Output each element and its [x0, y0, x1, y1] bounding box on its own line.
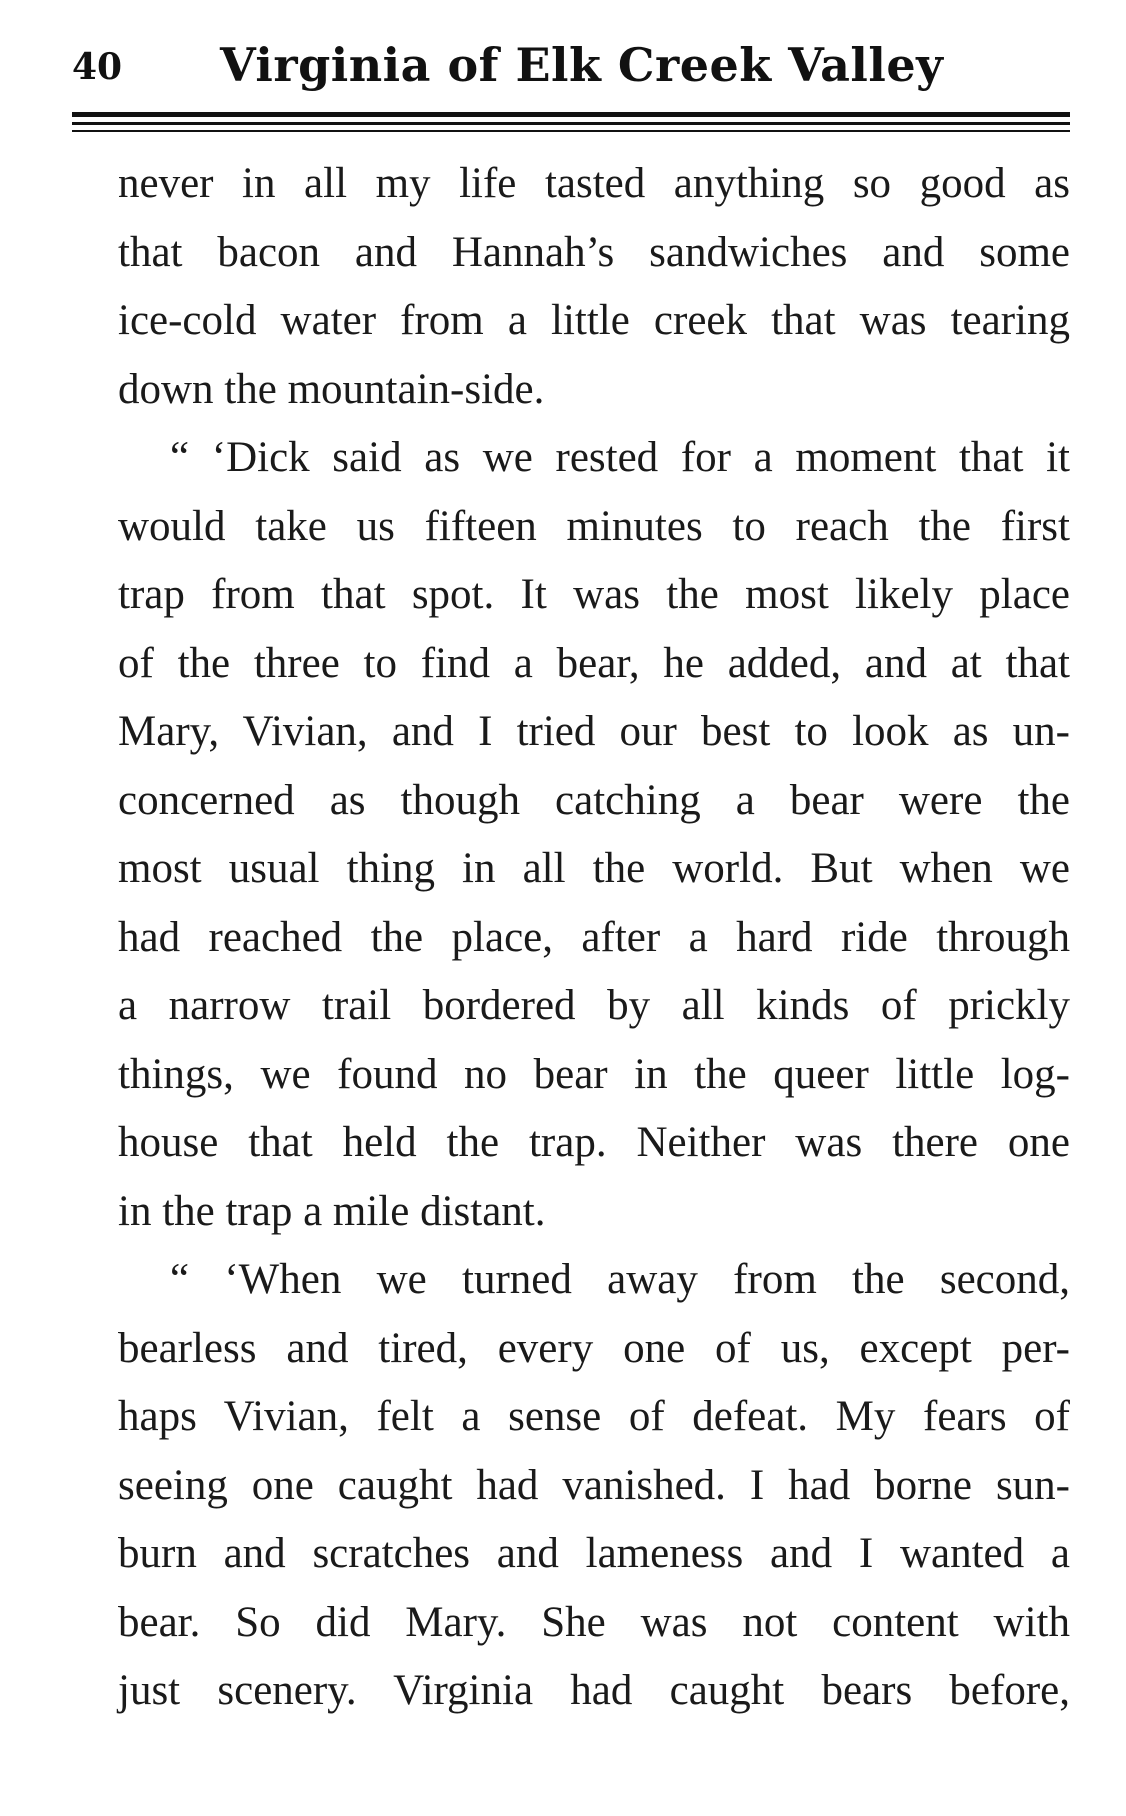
running-header — [72, 38, 1072, 108]
header-rule-middle — [72, 122, 1070, 125]
text-line: things, we found no bear in the queer little log- — [118, 1050, 1070, 1098]
running-title: Virginia of Elk Creek Valley — [220, 38, 944, 92]
text-line: haps Vivian, felt a sense of defeat. My fears of — [118, 1393, 1070, 1440]
text-line: a narrow trail bordered by all kinds of prickly — [118, 982, 1070, 1029]
text-line: seeing one caught had vanished. I had borne sun- — [118, 1461, 1070, 1509]
text-line: concerned as though catching a bear were the — [118, 776, 1070, 824]
paragraph-start-line: “ ‘Dick said as we rested for a moment that it — [170, 434, 1070, 481]
body-text — [118, 150, 1070, 1726]
text-line: of the three to find a bear, he added, and at that — [118, 639, 1070, 687]
text-line: just scenery. Virginia had caught bears before, — [118, 1667, 1070, 1714]
text-line: burn and scratches and lameness and I wanted a — [118, 1530, 1070, 1577]
text-line: Mary, Vivian, and I tried our best to look as un- — [118, 708, 1070, 755]
text-line: that bacon and Hannah’s sandwiches and some — [118, 228, 1070, 276]
header-rule-thick — [72, 112, 1070, 117]
header-rule-thin — [72, 130, 1070, 132]
text-line: ice-cold water from a little creek that was tearing — [118, 297, 1070, 344]
text-line: would take us fifteen minutes to reach the first — [118, 502, 1070, 550]
text-line: most usual thing in all the world. But when we — [118, 845, 1070, 892]
page-number: 40 — [72, 46, 123, 88]
text-line: had reached the place, after a hard ride through — [118, 913, 1070, 961]
text-line: house that held the trap. Neither was there one — [118, 1119, 1070, 1166]
text-line: in the trap a mile distant. — [118, 1187, 546, 1235]
text-line: trap from that spot. It was the most likely place — [118, 571, 1070, 618]
text-line: bear. So did Mary. She was not content with — [118, 1598, 1070, 1646]
text-line: bearless and tired, every one of us, except per- — [118, 1324, 1070, 1372]
paragraph-start-line: “ ‘When we turned away from the second, — [170, 1256, 1070, 1303]
text-line: never in all my life tasted anything so good as — [118, 160, 1070, 207]
text-line: down the mountain-side. — [118, 365, 545, 413]
